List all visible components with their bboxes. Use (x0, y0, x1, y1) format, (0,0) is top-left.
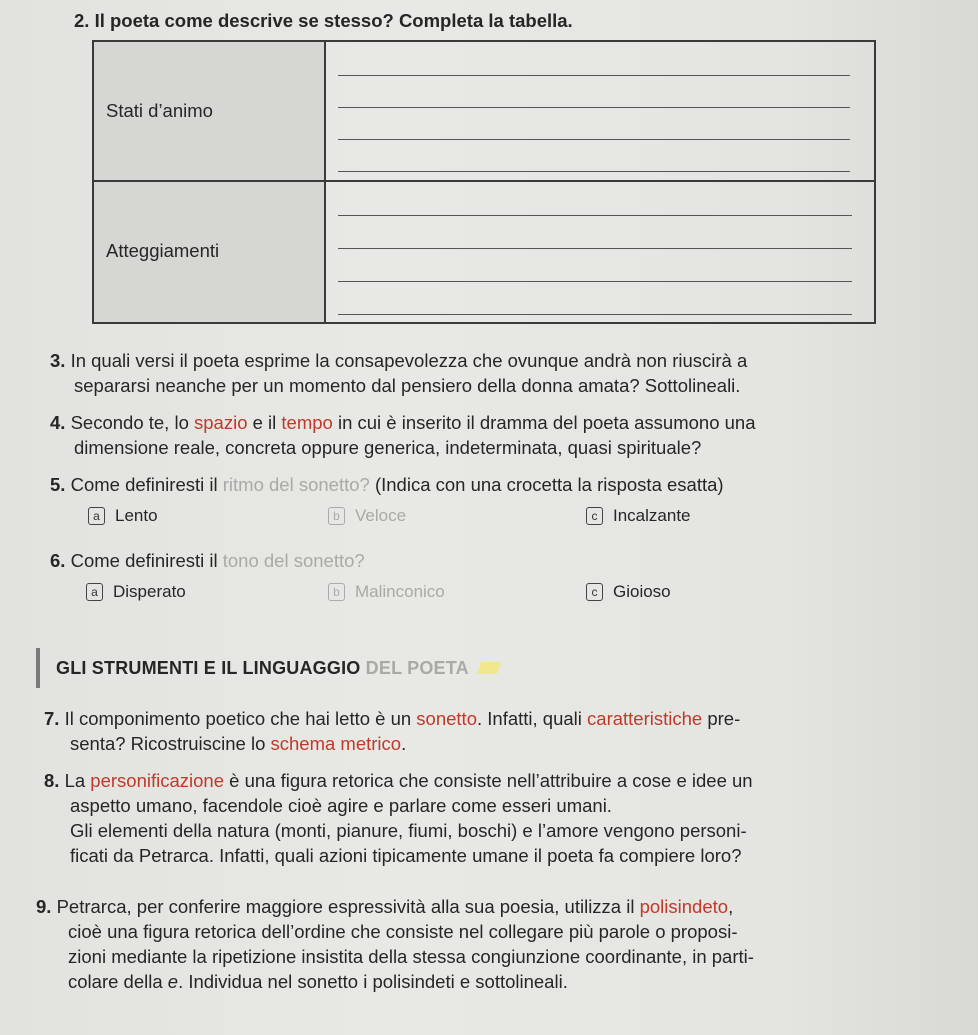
text-fragment: e (167, 971, 179, 992)
section-header (36, 648, 499, 688)
question-9 (36, 894, 754, 994)
text-fragment: Secondo te, lo (70, 412, 194, 433)
section-title (56, 658, 469, 679)
question-number: 3. (50, 350, 66, 371)
answer-line[interactable] (338, 171, 850, 172)
keyword-spazio: spazio (194, 412, 248, 433)
question-text: Il poeta come descrive se stesso? Completa la tabella. (94, 10, 573, 31)
option-checkbox[interactable]: a (88, 507, 105, 525)
option-checkbox[interactable]: c (586, 507, 603, 525)
row-label-atteggiamenti: Atteggiamenti (106, 240, 220, 261)
question-text-line: Gli elementi della natura (monti, pianure, fiumi, boschi) e l’amore vengono personi- (70, 820, 747, 841)
text-fragment: in cui è inserito il dramma del poeta assumono una (332, 412, 756, 433)
option-label: Veloce (355, 506, 407, 525)
keyword-schema-metrico: schema metrico (270, 733, 402, 754)
text-fragment: . Infatti, quali (476, 708, 588, 729)
text-fragment: (Indica con una crocetta la risposta esatta) (369, 474, 724, 495)
text-fragment: colare della (68, 971, 168, 992)
question-number: 2. (74, 10, 90, 31)
text-fragment: . Individua nel sonetto i polisindeti e sottolineali. (178, 971, 568, 992)
text-fragment: Come definiresti il (70, 550, 223, 571)
question-number: 8. (44, 770, 60, 791)
keyword-tempo: tempo (281, 412, 333, 433)
question-number: 7. (44, 708, 60, 729)
question-number: 5. (50, 474, 66, 495)
section-title-part: DEL POETA (365, 657, 469, 678)
option-veloce[interactable] (328, 506, 406, 526)
option-label: Lento (115, 506, 158, 525)
answer-line[interactable] (338, 248, 852, 249)
option-checkbox[interactable]: b (328, 583, 345, 601)
text-fragment: La (64, 770, 91, 791)
question-text-line: ficati da Petrarca. Infatti, quali azioni tipicamente umane il poeta fa compiere loro? (70, 845, 742, 866)
text-fragment: . (401, 733, 407, 754)
option-checkbox[interactable]: c (586, 583, 603, 601)
answer-line[interactable] (338, 314, 852, 315)
question-2 (74, 8, 573, 33)
option-incalzante[interactable] (586, 506, 691, 526)
highlighter-mark (477, 662, 501, 674)
table-label-column (94, 42, 326, 322)
text-fragment: Come definiresti il (70, 474, 223, 495)
table-row-divider (94, 180, 874, 182)
text-fragment: è una figura retorica che consiste nell’attribuire a cose e idee un (224, 770, 753, 791)
option-label: Disperato (113, 582, 186, 601)
keyword-tono: tono del sonetto? (222, 550, 365, 571)
question-5 (50, 472, 724, 497)
question-text-line: zioni mediante la ripetizione insistita della stessa congiunzione coordinante, in parti- (68, 946, 754, 967)
question-number: 6. (50, 550, 66, 571)
question-8 (44, 768, 753, 868)
option-malinconico[interactable] (328, 582, 445, 602)
option-lento[interactable] (88, 506, 158, 526)
text-fragment: , (728, 896, 734, 917)
keyword-personificazione: personificazione (90, 770, 224, 791)
text-fragment: pre- (702, 708, 741, 729)
question-number: 9. (36, 896, 52, 917)
question-number: 4. (50, 412, 66, 433)
keyword-sonetto: sonetto (416, 708, 477, 729)
question-7 (44, 706, 740, 756)
option-label: Gioioso (613, 582, 671, 601)
self-description-table (92, 40, 876, 324)
text-fragment: e il (247, 412, 282, 433)
option-label: Incalzante (613, 506, 691, 525)
question-text-line: cioè una figura retorica dell’ordine che consiste nel collegare più parole o proposi- (68, 921, 738, 942)
option-checkbox[interactable]: b (328, 507, 345, 525)
question-text-line: separarsi neanche per un momento dal pensiero della donna amata? Sottolineali. (74, 375, 741, 396)
answer-line[interactable] (338, 281, 852, 282)
text-fragment: Il componimento poetico che hai letto è un (64, 708, 417, 729)
question-text-line: dimensione reale, concreta oppure generica, indeterminata, quasi spirituale? (74, 437, 702, 458)
option-checkbox[interactable]: a (86, 583, 103, 601)
text-fragment: Petrarca, per conferire maggiore espressività alla sua poesia, utilizza il (56, 896, 640, 917)
question-6 (50, 548, 365, 573)
question-text-line: In quali versi il poeta esprime la consapevolezza che ovunque andrà non riuscirà a (70, 350, 748, 371)
row-label-stati-danimo: Stati d’animo (106, 100, 213, 121)
answer-line[interactable] (338, 107, 850, 108)
keyword-ritmo: ritmo del sonetto? (222, 474, 370, 495)
keyword-caratteristiche: caratteristiche (587, 708, 703, 729)
keyword-polisindeto: polisindeto (639, 896, 729, 917)
answer-line[interactable] (338, 215, 852, 216)
option-gioioso[interactable] (586, 582, 671, 602)
section-title-part: GLI STRUMENTI E IL LINGUAGGIO (56, 657, 366, 678)
question-3 (50, 348, 747, 398)
section-bar (36, 648, 40, 688)
answer-line[interactable] (338, 139, 850, 140)
option-label: Malinconico (355, 582, 445, 601)
text-fragment: senta? Ricostruiscine lo (70, 733, 271, 754)
option-disperato[interactable] (86, 582, 186, 602)
question-text-line: aspetto umano, facendole cioè agire e parlare come esseri umani. (70, 795, 612, 816)
answer-line[interactable] (338, 75, 850, 76)
question-4 (50, 410, 756, 460)
